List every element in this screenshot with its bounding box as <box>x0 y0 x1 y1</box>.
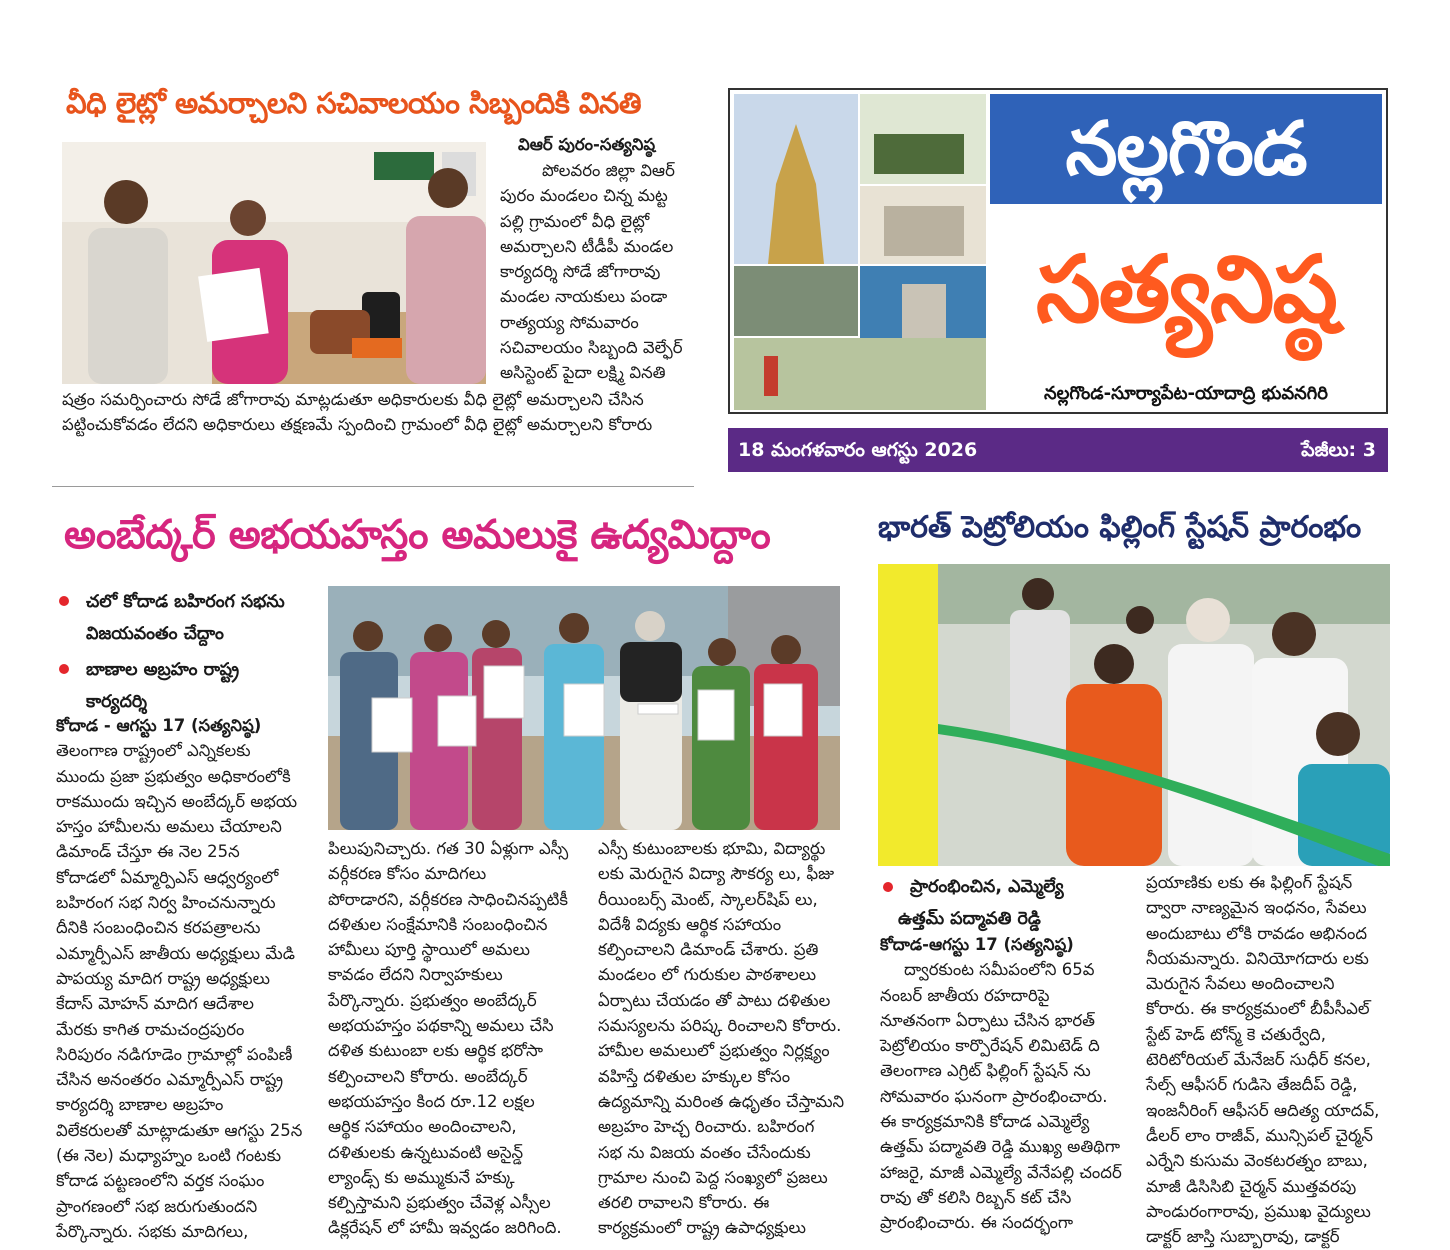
bullet-item: బాణాల అబ్రహం రాష్ట్ర కార్యదర్శి <box>56 654 306 718</box>
text-line: గ్రామాల నుంచి పెద్ద సంఖ్యలో ప్రజలు <box>598 1167 828 1187</box>
text-line: కల్పించాలని డిమాండ్ చేశారు. ప్రతి <box>598 940 819 960</box>
section-divider <box>52 486 694 487</box>
text-line: తెలంగాణ ఎగ్రిట్ ఫిల్లింగ్ స్టేషన్ ను <box>880 1061 1091 1081</box>
article3-col1 <box>880 932 1142 1236</box>
text-line: విలేకరులతో మాట్లాడుతూ ఆగస్టు 25న <box>56 1120 303 1140</box>
text-line: దళితుల సంక్షేమానికి సంబంధించిన <box>328 914 548 934</box>
text-line: ఎస్సీ కుటుంబాలకు భూమి, విద్యార్థు <box>598 839 826 858</box>
text-line: పేర్కొన్నారు. సభకు మాదిగలు, <box>56 1221 249 1241</box>
text-line: అభయహస్తం కింద రూ.12 లక్షల <box>328 1091 535 1111</box>
text-line: కార్యక్రమంలో రాష్ట్ర ఉపాధ్యక్షులు <box>598 1218 806 1238</box>
masthead-date-bar <box>728 428 1388 472</box>
text-line: ద్వారా నాణ్యమైన ఇంధనం, సేవలు <box>1146 898 1367 918</box>
text-line: కేదాస్ మోహన్ మాదిగ ఆదేశాల <box>56 994 254 1014</box>
text-line: ముందు ప్రజా ప్రభుత్వం అధికారంలోకి <box>56 766 291 786</box>
text-line: హామీలు పూర్తి స్థాయిలో అమలు <box>328 940 530 960</box>
text-line: ఎర్నేని కుసుమ వెంకటరత్నం బాబు, <box>1146 1151 1368 1171</box>
bullet-line: ఉత్తమ్ పద్మావతి రెడ్డి <box>898 909 1041 929</box>
text-line: కావడం లేదని నిర్వాహకులు <box>328 965 503 985</box>
text-line: కార్యదర్శి బాణాల అబ్రహం <box>56 1095 224 1115</box>
text-line: మండల నాయకులు పండా <box>500 287 668 307</box>
text-line: హస్తం హామీలను అమలు చేయాలని <box>56 817 282 837</box>
text-line: నీయమన్నారు. వినియోగదారు లకు <box>1146 948 1369 968</box>
article2-bullets <box>56 586 306 718</box>
text-line: కల్పించాలని కోరారు. అంబేద్కర్ <box>328 1066 528 1086</box>
text-line: ఏర్పాటు చేయడం తో పాటు దళితుల <box>598 990 831 1010</box>
text-line: సిరిపురం నడిగూడెం గ్రామాల్లో పంపిణీ <box>56 1044 293 1064</box>
article2-col1 <box>56 713 318 1244</box>
article3-photo <box>878 564 1390 866</box>
text-line: అసిస్టెంట్ పైదా లక్ష్మి వినతి <box>500 363 666 383</box>
text-line: మేరకు కాగిత రామచంద్రపురం <box>56 1019 245 1039</box>
text-line: వహిస్తే దళితుల హక్కుల కోసం <box>598 1066 791 1086</box>
text-line: పిలుపునిచ్చారు. గత 30 ఏళ్లుగా ఎస్సీ <box>328 839 569 858</box>
text-line: పోరాడారని, వర్గీకరణ సాధించినప్పటికీ <box>328 889 569 909</box>
text-line: కోరారు. ఈ కార్యక్రమంలో బీపీసీఎల్ <box>1146 999 1370 1019</box>
text-line: ఎమ్మార్పీఎస్ జాతీయ అధ్యక్షులు మేడి <box>56 943 295 963</box>
text-line: అమర్చాలని టీడీపీ మండల <box>500 236 674 256</box>
article1-dateline: విఆర్ పురం-సత్యనిష్ఠ <box>518 135 656 154</box>
text-line: ఉద్యమాన్ని మరింత ఉధృతం చేస్తామని <box>598 1091 845 1111</box>
text-line: పాండురంగారావు, ప్రముఖ వైద్యులు <box>1146 1201 1371 1221</box>
text-line: ఇంజనీరింగ్ ఆఫీసర్ ఆదిత్య యాదవ్, <box>1146 1100 1380 1120</box>
text-line: లకు మెరుగైన విద్యా సౌకర్య లు, ఫీజు <box>598 864 835 884</box>
masthead-title-main: సత్యనిష్ఠ <box>1035 236 1337 343</box>
article2-photo <box>328 586 840 830</box>
text-line: కార్యదర్శి సోడే జోగారావు <box>500 262 661 282</box>
text-line: టెరిటోరియల్ మేనేజర్ సుధీర్ కనల, <box>1146 1050 1371 1070</box>
page-number: పేజీలు: 3 <box>1301 439 1376 461</box>
text-line: పాపయ్య మాదిగ రాష్ట్ర అధ్యక్షులు <box>56 968 270 988</box>
masthead-title-top: నల్లగొండ <box>1065 106 1307 192</box>
text-line: హామీల అమలులో ప్రభుత్వం నిర్లక్ష్యం <box>598 1041 830 1061</box>
article2-col3 <box>598 836 858 1241</box>
bullet-item: చలో కోదాడ బహిరంగ సభను విజయవంతం చేద్దాం <box>56 586 306 650</box>
text-line: విదేశీ విద్యకు ఆర్థిక సహాయం <box>598 914 782 934</box>
text-line: స్టేట్ హెడ్ టోన్మ్ కె చతుర్వేది, <box>1146 1024 1326 1044</box>
text-line: పల్లి గ్రామంలో వీధి లైట్లో <box>500 211 650 231</box>
article3-dateline: కోదాడ-ఆగస్టు 17 (సత్యనిష్ఠ) <box>880 935 1074 954</box>
text-line: సేల్స్ ఆఫీసర్ గుడిసె తేజదీప్ రెడ్డి, <box>1146 1075 1358 1095</box>
masthead-title-box <box>990 208 1382 372</box>
bullet-item <box>880 872 1150 902</box>
text-line: పట్టించుకోవడం లేదని అధికారులు తక్షణమే స్పందించి గ్రామంలో వీధి లైట్లో అమర్చాలని కోరారు <box>62 415 653 435</box>
text-line: డిక్లరేషన్ లో హామీ ఇవ్వడం జరిగింది. <box>328 1218 562 1238</box>
text-line: ల్యాండ్స్ కు అమ్ముకునే హక్కు <box>328 1167 515 1187</box>
article3-col2 <box>1146 870 1396 1249</box>
text-line: ప్రారంభించారు. ఈ సందర్భంగా <box>880 1213 1074 1233</box>
text-line: పెట్రోలియం కార్పొరేషన్ లిమిటెడ్ ది <box>880 1036 1100 1056</box>
text-line: ప్రయాణికు లకు ఈ ఫిల్లింగ్ స్టేషన్ <box>1146 873 1353 892</box>
masthead <box>728 88 1388 472</box>
text-line: దళిత కుటుంబా లకు ఆర్థిక భరోసా <box>328 1041 544 1061</box>
text-line: పేర్కొన్నారు. ప్రభుత్వం అంబేద్కర్ <box>328 990 537 1010</box>
text-line: తెలంగాణ రాష్ట్రంలో ఎన్నికలకు <box>56 741 251 761</box>
bullet-line: ప్రారంభించిన, ఎమ్మెల్యే <box>910 877 1064 897</box>
article1-photo <box>62 142 486 384</box>
masthead-collage <box>734 94 986 410</box>
text-line: వర్గీకరణ కోసం మాదిగలు <box>328 864 487 884</box>
text-line: మండలం లో గురుకుల పాఠశాలలు <box>598 965 817 985</box>
text-line: పోలవరం జిల్లా విఆర్ <box>542 161 675 180</box>
text-line: దళితులకు ఉన్నటువంటి అసైన్డ్ <box>328 1142 524 1162</box>
text-line: ఉత్తమ్ పద్మావతి రెడ్డి ముఖ్య అతిథిగా <box>880 1137 1121 1157</box>
text-line: అబ్రహం హెచ్చ రించారు. బహిరంగ <box>598 1117 815 1137</box>
text-line: తరలి రావాలని కోరారు. ఈ <box>598 1193 770 1213</box>
text-line: కోదాడలో ఏమ్మార్పిఎస్ ఆధ్వర్యంలో <box>56 867 279 887</box>
article3-headline: భారత్ పెట్రోలియం ఫిల్లింగ్ స్టేషన్ ప్రారంభం <box>878 510 1362 545</box>
text-line: మాజీ డిసిసిబి చైర్మన్ ముత్తవరపు <box>1146 1176 1357 1196</box>
text-line: ఈ కార్యక్రమానికి కోదాడ ఎమ్మెల్యే <box>880 1112 1090 1132</box>
text-line: కల్పిస్తామని ప్రభుత్వం చేవెళ్ల ఎస్సీల <box>328 1193 551 1213</box>
text-line: ద్వారకుంట సమీపంలోని 65వ <box>904 960 1095 980</box>
masthead-blue-band <box>990 94 1382 204</box>
issue-date: 18 మంగళవారం ఆగస్టు 2026 <box>738 439 978 461</box>
text-line: అభయహస్తం పథకాన్ని అమలు చేసి <box>328 1016 554 1036</box>
text-line: రాత్యయ్య సోమవారం <box>500 312 639 332</box>
text-line: రీయింబర్స్ మెంట్, స్కాలర్‌షిప్ లు, <box>598 889 818 909</box>
text-line: సమస్యలను పరిష్క రించాలని కోరారు. <box>598 1016 842 1036</box>
text-line: రాకముందు ఇచ్చిన అంబేద్కర్ అభయ <box>56 791 298 811</box>
text-line: డీలర్ లాం రాజీవ్, మున్సిపల్ చైర్మన్ <box>1146 1125 1373 1145</box>
text-line: ఆర్థిక సహాయం అందించాలని, <box>328 1117 517 1137</box>
text-line: నూతనంగా ఏర్పాటు చేసిన భారత్ <box>880 1010 1096 1030</box>
text-line: సభ ను విజయ వంతం చేసేందుకు <box>598 1142 811 1162</box>
text-line: దీనికి సంబంధించిన కరపత్రాలను <box>56 918 261 938</box>
article2-headline: అంబేద్కర్ అభయహస్తం అమలుకై ఉద్యమిద్దాం <box>64 512 771 558</box>
masthead-districts: నల్లగొండ-సూర్యాపేట-యాదాద్రి భువనగిరి <box>1044 383 1328 404</box>
article2-col2 <box>328 836 578 1241</box>
text-line: డిమాండ్ చేస్తూ ఈ నెల 25న <box>56 842 240 862</box>
text-line: నంబర్ జాతీయ రహదారిపై <box>880 985 1050 1005</box>
text-line: అందుబాటు లోకి రావడం అభినంద <box>1146 923 1367 943</box>
text-line: మెరుగైన సేవలు అందించాలని <box>1146 974 1335 994</box>
text-line: పురం మండలం చిన్న మట్ట <box>500 186 668 206</box>
text-line: షత్రం సమర్పించారు సోడే జోగారావు మాట్లడుతూ అధికారులకు వీధి లైట్లో అమర్చాలని చేసిన <box>62 390 644 409</box>
text-line: బహిరంగ సభ నిర్వ హించనున్నారు <box>56 893 276 913</box>
text-line: చేసిన అనంతరం ఎమ్మార్పీఎస్ రాష్ట్ర <box>56 1070 284 1090</box>
text-line: సోమవారం ఘనంగా ప్రారంభించారు. <box>880 1086 1108 1106</box>
article2-dateline: కోదాడ - ఆగస్టు 17 (సత్యనిష్ఠ) <box>56 716 262 735</box>
text-line: సచివాలయం సిబ్బంది వెల్ఫేర్ <box>500 338 683 358</box>
text-line: (ఈ నెల) మధ్యాహ్నం ఒంటి గంటకు <box>56 1146 282 1166</box>
text-line: హాజరై, మాజీ ఎమ్మెల్యే వేనేపల్లి చందర్ <box>880 1162 1122 1182</box>
text-line: ప్రాంగణంలో సభ జరుగుతుందని <box>56 1196 258 1216</box>
text-line: డాక్టర్ జాస్తి సుబ్బారావు, డాక్టర్ <box>1146 1227 1340 1247</box>
article1-full-lines <box>62 387 692 438</box>
article3-bullet <box>880 872 1150 936</box>
text-line: కోదాడ పట్టణంలోని వర్తక సంఘం <box>56 1171 265 1191</box>
article1-column <box>500 158 690 386</box>
text-line: రావు తో కలిసి రిబ్బన్ కట్ చేసి <box>880 1187 1072 1207</box>
article1-headline: వీధి లైట్లో అమర్చాలని సచివాలయం సిబ్బందికి వినతి <box>66 86 642 120</box>
